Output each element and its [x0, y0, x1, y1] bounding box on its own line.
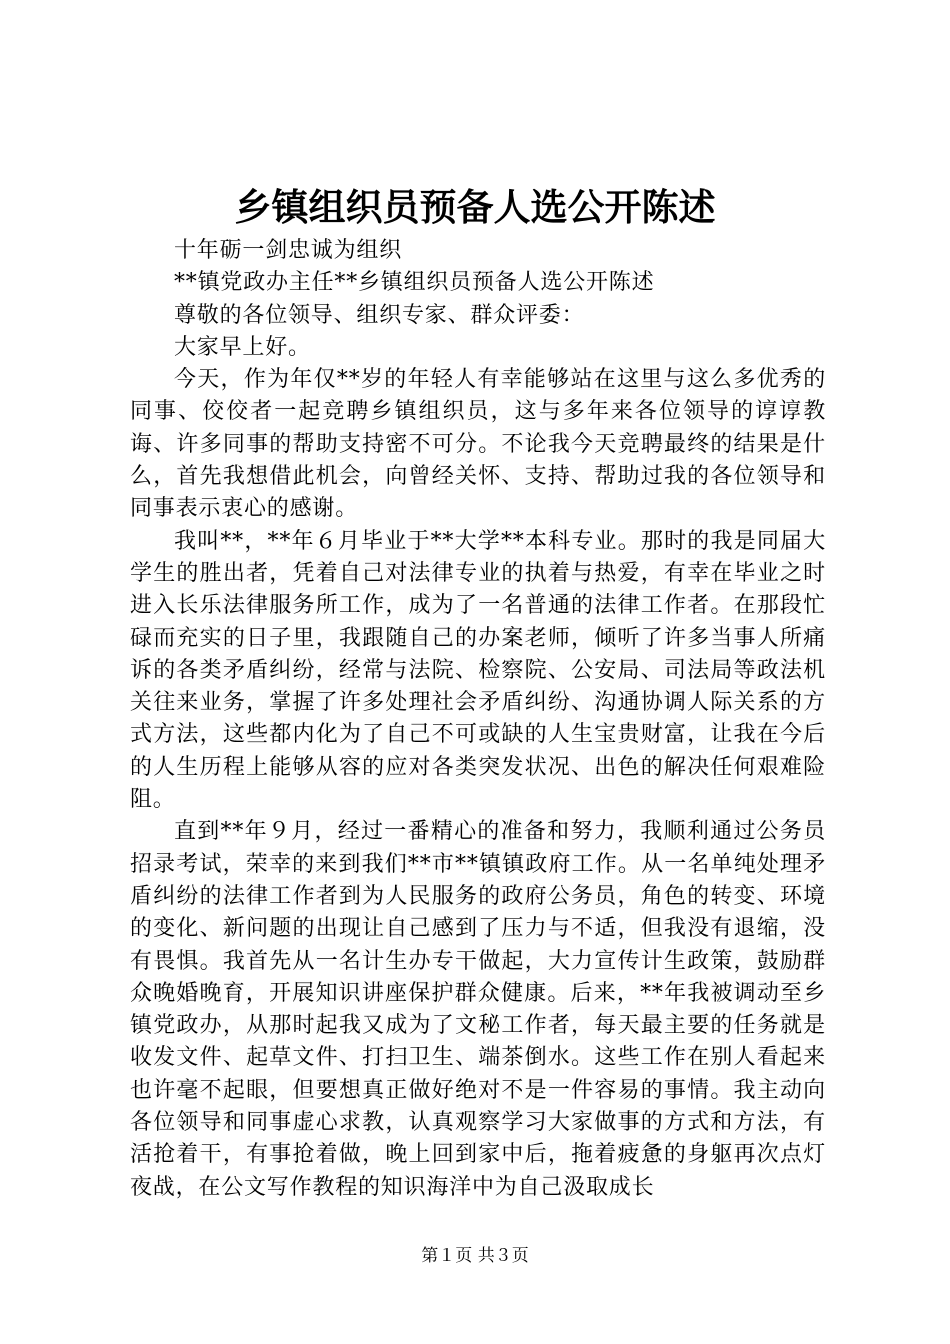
paragraph-body: 我叫**，**年６月毕业于**大学**本科专业。那时的我是同届大学生的胜出者，凭着自己对法律专业的执着与热爱，有幸在毕业之时进入长乐法律服务所工作，成为了一名普通的法律工作者。在那段忙碌而充实的日子里，我跟随自己的办案老师，倾听了许多当事人所痛诉的各类矛盾纠纷，经常与法院、检察院、公安局、司法局等政法机关往来业务，掌握了许多处理社会矛盾纠纷、沟通协调人际关系的方式方法，这些都内化为了自己不可或缺的人生宝贵财富，让我在今后的人生历程上能够从容的应对各类突发状况、出色的解决任何艰难险阻。 [130, 528, 826, 813]
document-title: 乡镇组织员预备人选公开陈述 [234, 186, 716, 229]
paragraph-salutation: 尊敬的各位领导、组织专家、群众评委： [174, 302, 585, 328]
paragraph-body: 直到**年９月，经过一番精心的准备和努力，我顺利通过公务员招录考试，荣幸的来到我们**市**镇镇政府工作。从一名单纯处理矛盾纠纷的法律工作者到为人民服务的政府公务员，角色的转变、环境的变化、新问题的出现让自己感到了压力与不适，但我没有退缩，没有畏惧。我首先从一名计生办专干做起，大力宣传计生政策，鼓励群众晚婚晚育，开展知识讲座保护群众健康。后来，**年我被调动至乡镇党政办，从那时起我又成为了文秘工作者，每天最主要的任务就是收发文件、起草文件、打扫卫生、端茶倒水。这些工作在别人看起来也许毫不起眼，但要想真正做好绝对不是一件容易的事情。我主动向各位领导和同事虚心求教，认真观察学习大家做事的方式和方法，有活抢着干，有事抢着做，晚上回到家中后，拖着疲惫的身躯再次点灯夜战，在公文写作教程的知识海洋中为自己汲取成长 [130, 819, 826, 1200]
paragraph-greeting: 大家早上好。 [174, 334, 311, 360]
paragraph-subtitle: 十年砺一剑忠诚为组织 [174, 238, 403, 263]
paragraph-heading: **镇党政办主任**乡镇组织员预备人选公开陈述 [174, 270, 655, 296]
page-number-footer: 第１页 共３页 [421, 1246, 529, 1266]
paragraph-body: 今天，作为年仅**岁的年轻人有幸能够站在这里与这么多优秀的同事、佼佼者一起竞聘乡镇组织员，这与多年来各位领导的谆谆教诲、许多同事的帮助支持密不可分。不论我今天竞聘最终的结果是什么，首先我想借此机会，向曾经关怀、支持、帮助过我的各位领导和同事表示衷心的感谢。 [130, 367, 826, 522]
document-body [130, 235, 826, 1204]
